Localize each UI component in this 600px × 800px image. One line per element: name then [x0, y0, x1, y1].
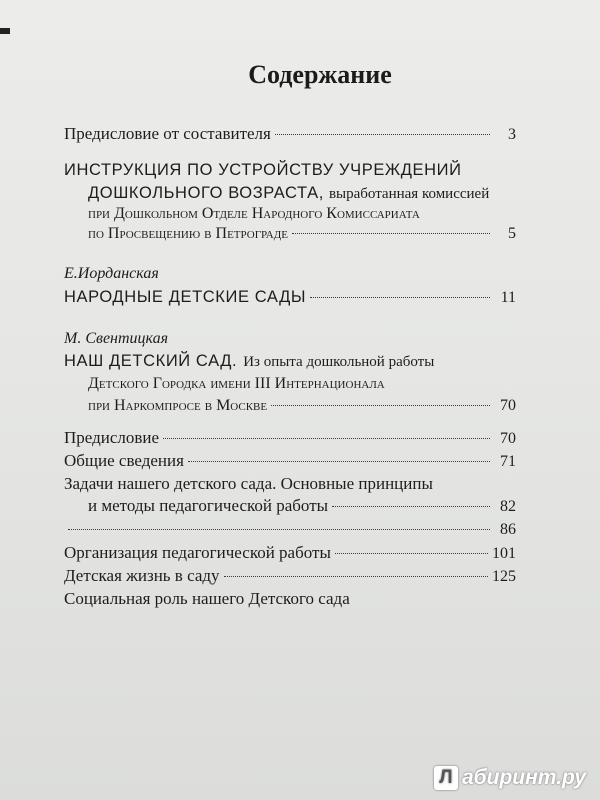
- toc-subentry: [64, 543, 516, 563]
- toc-entry-preface: [64, 124, 516, 144]
- toc-entry-author: М. Свентицкая: [64, 330, 169, 347]
- toc-subentry: [64, 589, 516, 609]
- leader-dots: [224, 576, 488, 577]
- toc-subentry-text-cont: и методы педагогической работы: [88, 496, 329, 515]
- toc-entry-heading: ИНСТРУКЦИЯ ПО УСТРОЙСТВУ УЧРЕЖДЕНИЙ: [64, 161, 462, 179]
- toc-entry-subtitle-cont: при Наркомпросе в Москве: [88, 397, 268, 414]
- page-number: 86: [500, 521, 516, 538]
- toc-entry-heading-cont: ДОШКОЛЬНОГО ВОЗРАСТА,: [88, 184, 324, 202]
- toc-entry-folk-kindergartens: [64, 265, 516, 307]
- toc-subentry-text: Задачи нашего детского сада. Основные принципы: [64, 474, 433, 493]
- page-title: Содержание: [248, 60, 392, 89]
- toc-subentry-text: Детская жизнь в саду: [64, 566, 220, 585]
- leader-dots: [292, 233, 490, 234]
- watermark-text: абиринт.ру: [461, 766, 586, 789]
- page-edge-mark: [0, 28, 10, 34]
- toc-entry-our-kindergarten: [64, 330, 516, 415]
- toc-entry-heading: НАРОДНЫЕ ДЕТСКИЕ САДЫ: [64, 288, 307, 306]
- toc-subentry: [64, 566, 516, 586]
- leader-dots: [332, 506, 490, 507]
- toc-entry-subtitle-cont: при Дошкольном Отделе Народного Комиссариата: [88, 205, 420, 222]
- toc-subentry-text: Социальная роль нашего Детского сада: [64, 589, 350, 608]
- leader-dots: [68, 529, 490, 530]
- leader-dots: [271, 405, 490, 406]
- page-number: 101: [492, 545, 516, 562]
- labirint-logo-icon: Л: [434, 766, 458, 790]
- toc-subentry-text: Организация педагогической работы: [64, 543, 331, 562]
- leader-dots: [310, 297, 490, 298]
- page-number: 11: [500, 289, 516, 306]
- toc-entry-author: Е.Иорданская: [64, 265, 159, 282]
- toc-subentry-text: Общие сведения: [64, 451, 184, 470]
- watermark: [434, 766, 586, 790]
- page-number: 3: [508, 126, 516, 143]
- page-number: 5: [508, 225, 516, 242]
- toc-entry-subtitle-cont: по Просвещению в Петрограде: [88, 225, 288, 242]
- leader-dots: [275, 134, 490, 135]
- toc-entry-instruction: [64, 161, 516, 243]
- toc-entry-subtitle: выработанная комиссией: [328, 186, 490, 202]
- page-number: 70: [500, 397, 516, 414]
- toc-entry-subtitle: Из опыта дошкольной работы: [243, 354, 435, 370]
- page-number: 70: [500, 430, 516, 447]
- toc-subentry: [64, 521, 516, 539]
- toc-subentry-text: Предисловие: [64, 428, 160, 447]
- leader-dots: [335, 553, 488, 554]
- page-number: 71: [500, 453, 516, 470]
- toc-entry-text: Предисловие от составителя: [64, 124, 271, 143]
- leader-dots: [163, 438, 490, 439]
- toc-entry-heading: НАШ ДЕТСКИЙ САД.: [64, 352, 238, 370]
- page-number: 82: [500, 498, 516, 515]
- leader-dots: [188, 461, 490, 462]
- toc-entry-subtitle-cont: Детского Городка имени III Интернационала: [88, 375, 385, 392]
- toc-subentry: [64, 428, 516, 448]
- page-number: 125: [492, 568, 516, 585]
- toc-subentry: [64, 451, 516, 471]
- toc-subentry: [64, 474, 516, 516]
